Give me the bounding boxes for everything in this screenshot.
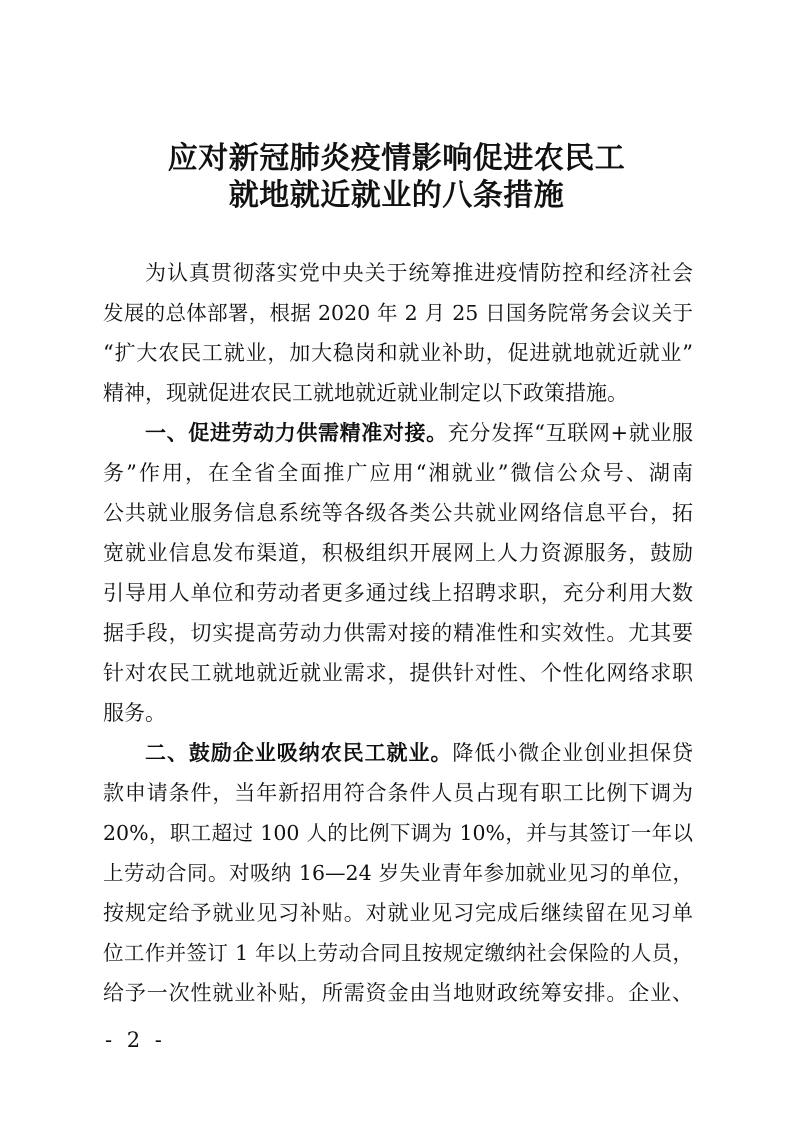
- intro-line: 发展的总体部署，根据 2020 年 2 月 25 日国务院常务会议关于: [103, 301, 693, 325]
- section1-line: 针对农民工就地就近就业需求，提供针对性、个性化网络求职: [103, 661, 693, 685]
- document-title-line-1: 应对新冠肺炎疫情影响促进农民工: [167, 141, 626, 176]
- section2-line: 款申请条件，当年新招用符合条件人员占现有职工比例下调为: [103, 781, 693, 805]
- section2-line: 按规定给予就业见习补贴。对就业见习完成后继续留在见习单: [103, 901, 693, 925]
- section1-line: 宽就业信息发布渠道，积极组织开展网上人力资源服务，鼓励: [103, 541, 693, 565]
- section2-first-line-text: 降低小微企业创业担保贷: [452, 741, 694, 765]
- document-title-line-2: 就地就近就业的八条措施: [228, 178, 565, 213]
- section2-line: 上劳动合同。对吸纳 16—24 岁失业青年参加就业见习的单位，: [103, 861, 693, 885]
- section1-line: 务”作用，在全省全面推广应用“湘就业”微信公众号、湖南: [103, 461, 693, 485]
- section1-first-line-text: 充分发挥“互联网+就业服: [447, 421, 694, 445]
- section2-line: 给予一次性就业补贴，所需资金由当地财政统筹安排。企业、: [103, 981, 693, 1005]
- intro-line: 精神，现就促进农民工就地就近就业制定以下政策措施。: [103, 381, 628, 405]
- section1-first-line: [145, 418, 693, 448]
- intro-line: 为认真贯彻落实党中央关于统筹推进疫情防控和经济社会: [145, 261, 693, 285]
- section1-heading: 一、促进劳动力供需精准对接。: [145, 421, 448, 445]
- section2-first-line: [145, 738, 693, 768]
- page-number: - 2 -: [105, 1028, 166, 1052]
- section1-line: 服务。: [103, 701, 166, 725]
- section2-line: 20%，职工超过 100 人的比例下调为 10%，并与其签订一年以: [103, 821, 693, 845]
- section1-line: 引导用人单位和劳动者更多通过线上招聘求职，充分利用大数: [103, 581, 693, 605]
- section2-heading: 二、鼓励企业吸纳农民工就业。: [145, 741, 453, 765]
- section1-line: 公共就业服务信息系统等各级各类公共就业网络信息平台，拓: [103, 501, 693, 525]
- intro-line: “扩大农民工就业，加大稳岗和就业补助，促进就地就近就业”: [103, 341, 693, 365]
- section1-line: 据手段，切实提高劳动力供需对接的精准性和实效性。尤其要: [103, 621, 693, 645]
- section2-line: 位工作并签订 1 年以上劳动合同且按规定缴纳社会保险的人员，: [103, 941, 693, 965]
